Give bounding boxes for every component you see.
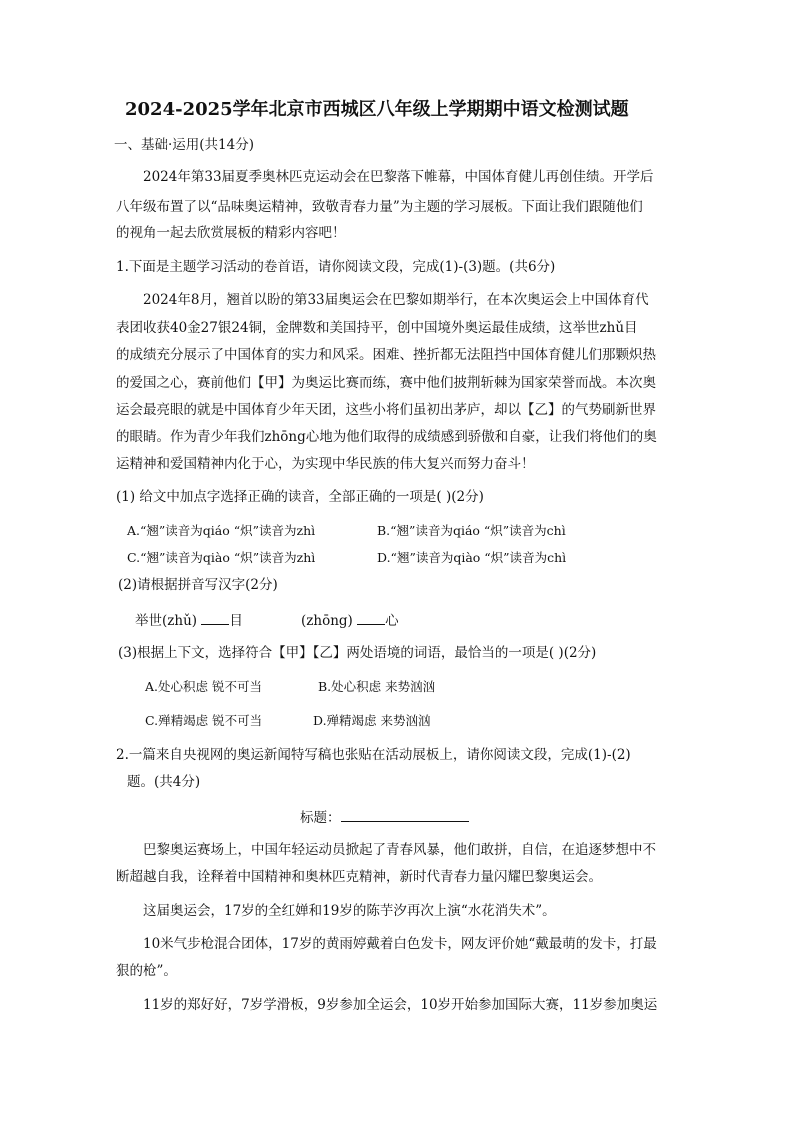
title-blank[interactable] (341, 807, 469, 822)
sub1-option-a: A.“翘”读音为qiáo “炽”读音为zhì (127, 523, 316, 538)
q1-passage-line-1: 2024年8月，翘首以盼的第33届奥运会在巴黎如期举行，在本次奥运会上中国体育代 (143, 292, 649, 308)
question-2-stem-line-1: 2.一篇来自央视网的奥运新闻特写稿也张贴在活动展板上，请你阅读文段，完成(1)-(2) (116, 747, 631, 763)
answer-blank-2[interactable] (357, 610, 385, 625)
sub3-option-c: C.殚精竭虑 锐不可当 (145, 713, 263, 728)
sub2-item-2-prompt: (zhōng) (301, 613, 353, 629)
intro-line-3: 的视角一起去欣赏展板的精彩内容吧！ (116, 225, 346, 241)
sub3-option-d: D.殚精竭虑 来势汹汹 (313, 713, 431, 728)
sub1-option-b: B.“翘”读音为qiáo “炽”读音为chì (377, 523, 566, 538)
q2-paragraph-line-4: 10米气步枪混合团体，17岁的黄雨婷戴着白色发卡，网友评价她“戴最萌的发卡，打最 (143, 936, 657, 952)
question-1-stem: 1.下面是主题学习活动的卷首语，请你阅读文段，完成(1)-(3)题。(共6分) (116, 259, 556, 275)
sub2-item-2-suffix: 心 (385, 613, 399, 629)
intro-line-2: 八年级布置了以“品味奥运精神，致敬青春力量”为主题的学习展板。下面让我们跟随他们 (116, 199, 643, 215)
q1-passage-line-3: 的成绩充分展示了中国体育的实力和风采。困难、挫折都无法阻挡中国体育健儿们那颗炽热 (116, 347, 656, 363)
title-label: 标题： (300, 810, 341, 826)
q1-passage-line-6: 的眼睛。作为青少年我们zhōng心地为他们取得的成绩感到骄傲和自豪，让我们将他们的奥 (116, 429, 657, 445)
sub1-option-d: D.“翘”读音为qiào “炽”读音为chì (377, 550, 567, 565)
section-heading: 一、基础·运用(共14分) (114, 137, 255, 153)
q2-paragraph-line-3: 这届奥运会，17岁的全红婵和19岁的陈芋汐再次上演“水花消失术”。 (143, 903, 556, 919)
sub2-item-1 (135, 610, 243, 630)
sub3-option-b: B.处心积虑 来势汹汹 (318, 679, 436, 694)
sub3-option-a: A.处心积虑 锐不可当 (145, 679, 262, 694)
question-2-stem-line-2: 题。(共4分) (127, 774, 201, 790)
sub2-item-2 (301, 610, 399, 630)
q2-paragraph-line-5: 狠的枪”。 (116, 963, 177, 979)
q1-passage-line-7: 运精神和爱国精神内化于心，为实现中华民族的伟大复兴而努力奋斗！ (116, 456, 535, 472)
page-title: 2024-2025学年北京市西城区八年级上学期期中语文检测试题 (125, 99, 629, 120)
intro-line-1: 2024年第33届夏季奥林匹克运动会在巴黎落下帷幕，中国体育健儿再创佳绩。开学后 (143, 169, 654, 185)
answer-blank-1[interactable] (201, 610, 229, 625)
q2-paragraph-line-2: 断超越自我，诠释着中国精神和奥林匹克精神，新时代青春力量闪耀巴黎奥运会。 (116, 869, 602, 885)
sub1-option-c: C.“翘”读音为qiào “炽”读音为zhì (127, 550, 316, 565)
sub-question-3-stem: (3)根据上下文，选择符合【甲】【乙】两处语境的词语，最恰当的一项是( )(2分) (118, 645, 597, 661)
sub-question-1-stem: (1) 给文中加点字选择正确的读音，全部正确的一项是( )(2分) (116, 489, 484, 505)
q1-passage-line-4: 的爱国之心，赛前他们【甲】为奥运比赛而练，赛中他们披荆斩棘为国家荣誉而战。本次奥 (116, 375, 656, 391)
q2-paragraph-line-6: 11岁的郑好好，7岁学滑板，9岁参加全运会，10岁开始参加国际大赛，11岁参加奥运 (143, 997, 658, 1013)
sub2-item-1-suffix: 目 (229, 613, 243, 629)
q1-passage-line-2: 表团收获40金27银24铜，金牌数和美国持平，创中国境外奥运最佳成绩，这举世zhǔ目 (116, 320, 638, 336)
q1-passage-line-5: 运会最亮眼的就是中国体育少年天团，这些小将们虽初出茅庐，却以【乙】的气势刷新世界 (116, 402, 656, 418)
sub-question-2-stem: (2)请根据拼音写汉字(2分) (118, 577, 278, 593)
q2-paragraph-line-1: 巴黎奥运赛场上，中国年轻运动员掀起了青春风暴，他们敢拼，自信，在追逐梦想中不 (143, 842, 656, 858)
q2-title-field (300, 807, 469, 827)
sub2-item-1-prompt: 举世(zhǔ) (135, 613, 198, 629)
